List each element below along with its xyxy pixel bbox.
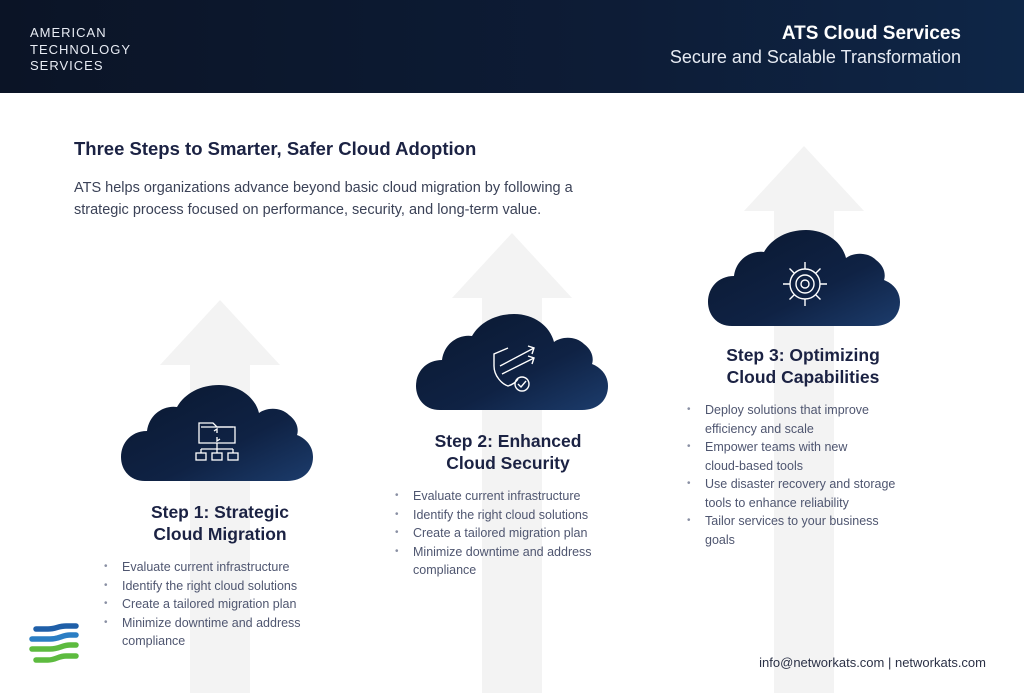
list-item: • Create a tailored migration plan bbox=[104, 595, 344, 614]
step-1-title-line-1: Step 1: Strategic bbox=[150, 502, 290, 522]
header-banner bbox=[0, 0, 1024, 93]
step-1-title-line-2: Cloud Migration bbox=[153, 524, 287, 544]
list-item: • Create a tailored migration plan bbox=[395, 524, 635, 543]
cloud-step-1 bbox=[121, 385, 313, 481]
list-item: • Evaluate current infrastructure bbox=[395, 487, 635, 506]
list-item-continued: compliance bbox=[413, 563, 477, 577]
header-titles bbox=[670, 22, 961, 68]
list-item: • Deploy solutions that improve bbox=[687, 401, 937, 420]
list-item: • Identify the right cloud solutions bbox=[104, 577, 344, 596]
footer-contact: info@networkats.com | networkats.com bbox=[759, 655, 986, 670]
step-2-title bbox=[408, 430, 608, 474]
cloud-step-2 bbox=[416, 314, 608, 410]
brand-line-1: AMERICAN bbox=[30, 25, 107, 40]
header-title: ATS Cloud Services bbox=[781, 23, 961, 44]
step-3-bullets bbox=[687, 401, 937, 549]
list-item: • Minimize downtime and address bbox=[395, 543, 635, 562]
step-3-title bbox=[703, 344, 903, 388]
step-1-bullets bbox=[104, 558, 344, 651]
brand-line-2: TECHNOLOGY bbox=[30, 41, 132, 57]
list-item: • Evaluate current infrastructure bbox=[104, 558, 344, 577]
step-2-bullets bbox=[395, 487, 635, 580]
ats-logo-icon bbox=[28, 623, 80, 669]
list-item-continued: efficiency and scale bbox=[705, 421, 814, 436]
list-item: • Identify the right cloud solutions bbox=[395, 506, 635, 525]
step-2-title-line-2: Cloud Security bbox=[446, 453, 570, 473]
list-item-continued: goals bbox=[705, 532, 735, 547]
step-2-title-line-1: Step 2: Enhanced bbox=[434, 431, 582, 451]
list-item-continued: cloud-based tools bbox=[705, 458, 803, 473]
step-3-title-line-2: Cloud Capabilities bbox=[726, 367, 880, 387]
page-title: Three Steps to Smarter, Safer Cloud Adoption bbox=[74, 138, 477, 159]
list-item-continued: tools to enhance reliability bbox=[705, 495, 849, 510]
list-item: • Use disaster recovery and storage bbox=[687, 475, 937, 494]
list-item: • Empower teams with new bbox=[687, 438, 937, 457]
header-subtitle: Secure and Scalable Transformation bbox=[669, 47, 961, 67]
step-1-title bbox=[120, 501, 320, 545]
brand-line-3: SERVICES bbox=[30, 58, 104, 73]
list-item: • Tailor services to your business bbox=[687, 512, 937, 531]
step-3-title-line-1: Step 3: Optimizing bbox=[726, 345, 880, 365]
brand-wordmark bbox=[30, 25, 131, 75]
cloud-step-3 bbox=[708, 230, 900, 326]
list-item-continued: compliance bbox=[122, 634, 186, 648]
intro-paragraph: ATS helps organizations advance beyond basic cloud migration by following a strategic process focused on performance, security, and long-term value. bbox=[74, 180, 573, 218]
list-item: • Minimize downtime and address bbox=[104, 614, 344, 633]
